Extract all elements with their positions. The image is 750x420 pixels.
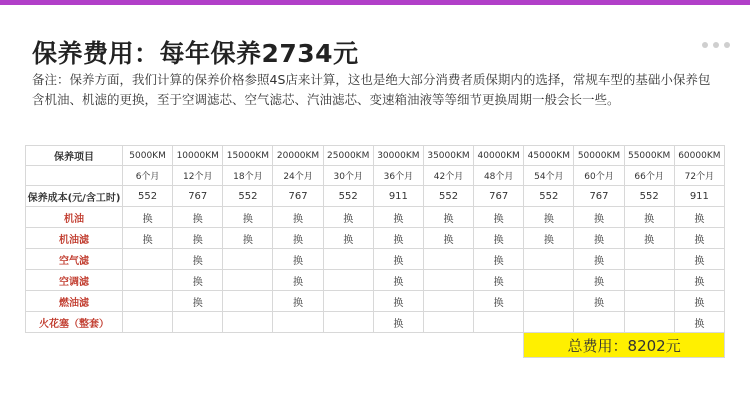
service-row-label: 燃油滤 (26, 291, 123, 312)
month-header-cell: 18个月 (223, 166, 273, 186)
table-row (26, 146, 725, 166)
service-cell: 换 (474, 228, 524, 249)
service-cell (624, 312, 674, 333)
service-cell (123, 312, 173, 333)
service-cell (123, 291, 173, 312)
month-header-cell: 24个月 (273, 166, 323, 186)
table-row (26, 228, 725, 249)
service-cell: 换 (223, 228, 273, 249)
service-cell: 换 (173, 249, 223, 270)
total-cost-cell: 总费用：8202元 (524, 333, 725, 358)
table-row (26, 312, 725, 333)
page-title: 保养费用：每年保养2734元 (32, 39, 359, 68)
total-row-spacer (26, 333, 524, 358)
service-cell (624, 249, 674, 270)
total-row (26, 333, 725, 358)
mileage-header-cell: 10000KM (173, 146, 223, 166)
service-cell (524, 249, 574, 270)
service-cell: 换 (674, 228, 724, 249)
service-cell: 换 (423, 207, 473, 228)
service-cell (323, 249, 373, 270)
cost-row-label: 保养成本(元/含工时) (26, 186, 123, 207)
mileage-header-cell: 60000KM (674, 146, 724, 166)
service-cell: 换 (173, 207, 223, 228)
mileage-header-cell: 35000KM (423, 146, 473, 166)
service-cell: 换 (674, 270, 724, 291)
service-cell: 换 (373, 249, 423, 270)
table-row (26, 166, 725, 186)
service-row-label: 空调滤 (26, 270, 123, 291)
service-cell: 换 (373, 270, 423, 291)
service-cell: 换 (273, 228, 323, 249)
service-cell: 换 (474, 270, 524, 291)
month-header-cell: 30个月 (323, 166, 373, 186)
cost-cell: 911 (674, 186, 724, 207)
service-row-label: 火花塞（整套） (26, 312, 123, 333)
service-cell: 换 (574, 249, 624, 270)
month-header-cell: 66个月 (624, 166, 674, 186)
service-cell: 换 (123, 207, 173, 228)
service-cell: 换 (273, 207, 323, 228)
month-header-cell: 54个月 (524, 166, 574, 186)
mileage-header-cell: 40000KM (474, 146, 524, 166)
service-cell: 换 (574, 207, 624, 228)
service-cell (323, 270, 373, 291)
cost-cell: 767 (273, 186, 323, 207)
service-cell (123, 249, 173, 270)
month-header-cell: 42个月 (423, 166, 473, 186)
note-text: 备注：保养方面，我们计算的保养价格参照4S店来计算，这也是绝大部分消费者质保期内的选择，常规车型的基础小保养包含机油、机滤的更换，至于空调滤芯、空气滤芯、汽油滤芯、变速箱油液等等细节更换周期一般会长一些。 (32, 72, 711, 107)
service-cell: 换 (674, 249, 724, 270)
cost-cell: 767 (574, 186, 624, 207)
service-cell (524, 270, 574, 291)
cost-cell: 767 (474, 186, 524, 207)
table-row (26, 291, 725, 312)
service-cell (223, 291, 273, 312)
mileage-header-cell: 20000KM (273, 146, 323, 166)
service-cell: 换 (674, 312, 724, 333)
more-options-dots[interactable] (702, 42, 730, 48)
service-cell: 换 (223, 207, 273, 228)
service-cell: 换 (273, 249, 323, 270)
cost-cell: 911 (373, 186, 423, 207)
service-cell: 换 (423, 228, 473, 249)
mileage-header-cell: 5000KM (123, 146, 173, 166)
service-cell: 换 (273, 291, 323, 312)
maintenance-table (25, 145, 725, 358)
service-cell: 换 (273, 270, 323, 291)
service-cell: 换 (373, 291, 423, 312)
service-row-label: 机油滤 (26, 228, 123, 249)
service-cell: 换 (123, 228, 173, 249)
table-row (26, 207, 725, 228)
cost-cell: 552 (624, 186, 674, 207)
service-cell: 换 (674, 291, 724, 312)
top-accent-bar (0, 0, 750, 5)
service-cell: 换 (674, 207, 724, 228)
service-cell: 换 (373, 312, 423, 333)
cost-cell: 552 (524, 186, 574, 207)
service-cell: 换 (574, 291, 624, 312)
cost-cell: 552 (423, 186, 473, 207)
dot-icon (702, 42, 708, 48)
table-row (26, 249, 725, 270)
service-cell (323, 312, 373, 333)
cost-cell: 552 (123, 186, 173, 207)
month-row-label (26, 166, 123, 186)
service-cell (223, 270, 273, 291)
service-cell (624, 291, 674, 312)
dot-icon (713, 42, 719, 48)
mileage-header-cell: 15000KM (223, 146, 273, 166)
month-header-cell: 48个月 (474, 166, 524, 186)
month-header-cell: 36个月 (373, 166, 423, 186)
service-cell (524, 291, 574, 312)
service-cell (624, 270, 674, 291)
service-cell (423, 291, 473, 312)
month-header-cell: 12个月 (173, 166, 223, 186)
service-cell: 换 (323, 207, 373, 228)
mileage-header-cell: 45000KM (524, 146, 574, 166)
service-cell: 换 (574, 228, 624, 249)
service-cell: 换 (524, 207, 574, 228)
month-header-cell: 6个月 (123, 166, 173, 186)
service-cell (223, 312, 273, 333)
service-cell: 换 (474, 249, 524, 270)
service-cell: 换 (173, 270, 223, 291)
service-cell: 换 (624, 207, 674, 228)
service-cell: 换 (524, 228, 574, 249)
service-cell: 换 (373, 228, 423, 249)
mileage-header-cell: 50000KM (574, 146, 624, 166)
cost-cell: 767 (173, 186, 223, 207)
service-cell (323, 291, 373, 312)
service-cell: 换 (474, 207, 524, 228)
service-cell (223, 249, 273, 270)
service-cell (273, 312, 323, 333)
service-cell: 换 (173, 291, 223, 312)
service-row-label: 空气滤 (26, 249, 123, 270)
service-cell (423, 270, 473, 291)
row-label-header: 保养项目 (26, 146, 123, 166)
service-cell (173, 312, 223, 333)
month-header-cell: 72个月 (674, 166, 724, 186)
service-cell (423, 312, 473, 333)
service-cell: 换 (624, 228, 674, 249)
table-row (26, 270, 725, 291)
mileage-header-cell: 55000KM (624, 146, 674, 166)
month-header-cell: 60个月 (574, 166, 624, 186)
maintenance-table-wrap (25, 145, 725, 358)
mileage-header-cell: 30000KM (373, 146, 423, 166)
cost-cell: 552 (223, 186, 273, 207)
service-cell (423, 249, 473, 270)
dot-icon (724, 42, 730, 48)
mileage-header-cell: 25000KM (323, 146, 373, 166)
service-cell (574, 312, 624, 333)
service-cell (524, 312, 574, 333)
service-cell: 换 (574, 270, 624, 291)
service-cell: 换 (474, 291, 524, 312)
service-cell: 换 (323, 228, 373, 249)
cost-cell: 552 (323, 186, 373, 207)
service-cell (123, 270, 173, 291)
service-cell: 换 (373, 207, 423, 228)
service-row-label: 机油 (26, 207, 123, 228)
service-cell: 换 (173, 228, 223, 249)
service-cell (474, 312, 524, 333)
table-row (26, 186, 725, 207)
